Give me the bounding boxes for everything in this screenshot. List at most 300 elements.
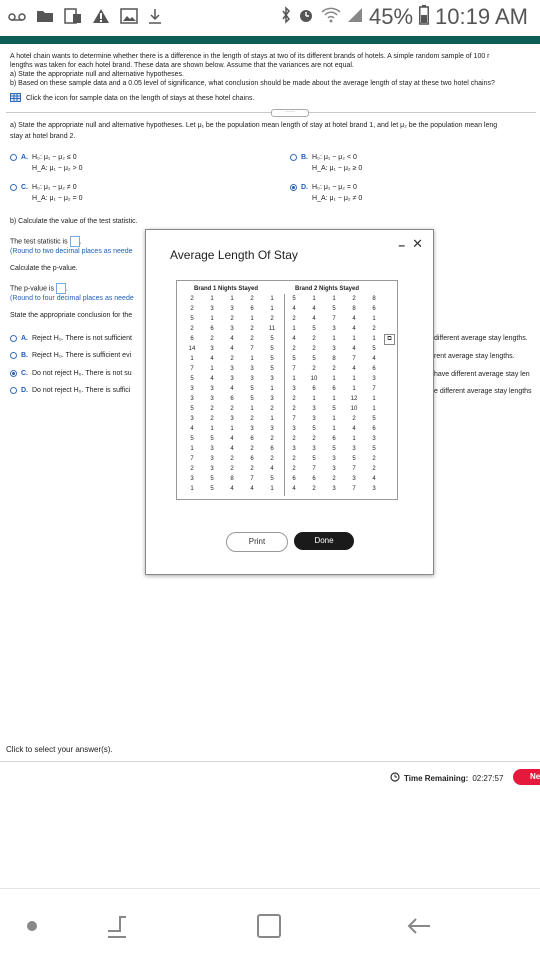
table-cell: 5 bbox=[312, 426, 316, 432]
table-cell: 2 bbox=[312, 436, 316, 442]
table-cell: 3 bbox=[332, 456, 336, 462]
table-cell: 3 bbox=[372, 376, 376, 382]
table-cell: 2 bbox=[210, 406, 214, 412]
table-cell: 2 bbox=[312, 336, 316, 342]
table-cell: 3 bbox=[210, 456, 214, 462]
table-cell: 1 bbox=[312, 396, 316, 402]
table-cell: 2 bbox=[292, 396, 296, 402]
table-cell: 3 bbox=[270, 426, 274, 432]
calculate-p-label: Calculate the p-value. bbox=[10, 265, 78, 272]
table-cell: 4 bbox=[190, 426, 194, 432]
alt-hypothesis: H_A: μ₁ − μ₂ ≠ 0 bbox=[312, 195, 363, 202]
table-row bbox=[182, 334, 282, 344]
radio-button[interactable] bbox=[10, 154, 17, 161]
back-icon[interactable] bbox=[406, 911, 432, 946]
table-row bbox=[284, 364, 384, 374]
table-cell: 2 bbox=[292, 456, 296, 462]
table-cell: 1 bbox=[372, 396, 376, 402]
table-cell: 1 bbox=[332, 396, 336, 402]
table-cell: 4 bbox=[312, 306, 316, 312]
radio-button[interactable] bbox=[10, 387, 17, 394]
test-statistic-hint: (Round to two decimal places as neede bbox=[10, 248, 133, 255]
option-text bbox=[32, 182, 83, 204]
table-cell: 2 bbox=[250, 416, 254, 422]
table-row bbox=[182, 384, 282, 394]
alt-hypothesis: H_A: μ₁ − μ₂ ≥ 0 bbox=[312, 165, 363, 172]
table-cell: 7 bbox=[190, 366, 194, 372]
table-cell: 1 bbox=[332, 416, 336, 422]
conclusion-option-c-tail: have different average stay len bbox=[434, 371, 530, 378]
close-icon[interactable]: ✕ bbox=[412, 236, 423, 251]
table-cell: 4 bbox=[292, 486, 296, 492]
table-cell: 1 bbox=[332, 426, 336, 432]
table-cell: 4 bbox=[230, 486, 234, 492]
minimize-icon[interactable]: – bbox=[398, 238, 405, 252]
table-cell: 5 bbox=[270, 366, 274, 372]
part-b-heading: b) Calculate the value of the test statistic. bbox=[10, 218, 138, 225]
table-cell: 3 bbox=[230, 376, 234, 382]
part-a-line: stay at hotel brand 2. bbox=[10, 133, 76, 140]
table-cell: 3 bbox=[292, 386, 296, 392]
table-row bbox=[182, 324, 282, 334]
signal-icon bbox=[347, 7, 363, 28]
table-cell: 2 bbox=[292, 466, 296, 472]
table-cell: 3 bbox=[210, 386, 214, 392]
table-cell: 3 bbox=[332, 326, 336, 332]
option-text bbox=[312, 152, 362, 174]
table-row bbox=[284, 444, 384, 454]
table-cell: 6 bbox=[372, 366, 376, 372]
clock: 10:19 AM bbox=[435, 4, 528, 29]
table-cell: 7 bbox=[352, 486, 356, 492]
table-row bbox=[182, 314, 282, 324]
table-cell: 6 bbox=[250, 436, 254, 442]
p-value-hint: (Round to four decimal places as neede bbox=[10, 295, 134, 302]
warning-icon bbox=[92, 8, 110, 29]
table-cell: 1 bbox=[292, 376, 296, 382]
table-cell: 8 bbox=[332, 356, 336, 362]
table-cell: 3 bbox=[190, 416, 194, 422]
table-cell: 3 bbox=[270, 376, 274, 382]
table-cell: 3 bbox=[250, 426, 254, 432]
table-cell: 12 bbox=[350, 396, 358, 402]
table-cell: 4 bbox=[352, 346, 356, 352]
table-cell: 5 bbox=[190, 376, 194, 382]
table-cell: 5 bbox=[312, 356, 316, 362]
brand1-header: Brand 1 Nights Stayed bbox=[194, 286, 259, 292]
table-cell: 7 bbox=[352, 466, 356, 472]
hypothesis-option-a[interactable] bbox=[10, 152, 83, 174]
table-cell: 7 bbox=[372, 386, 376, 392]
table-cell: 6 bbox=[372, 306, 376, 312]
table-cell: 7 bbox=[312, 466, 316, 472]
download-icon bbox=[148, 8, 162, 29]
radio-button[interactable] bbox=[10, 335, 17, 342]
null-hypothesis: H₀: μ₁ − μ₂ < 0 bbox=[312, 154, 357, 161]
table-cell: 5 bbox=[372, 346, 376, 352]
table-cell: 2 bbox=[372, 326, 376, 332]
table-cell: 1 bbox=[270, 386, 274, 392]
table-cell: 1 bbox=[230, 296, 234, 302]
table-cell: 4 bbox=[230, 346, 234, 352]
table-cell: 2 bbox=[352, 296, 356, 302]
hypothesis-option-d[interactable] bbox=[290, 182, 362, 204]
table-cell: 7 bbox=[250, 476, 254, 482]
conclusion-option-d[interactable] bbox=[10, 385, 130, 396]
table-cell: 1 bbox=[270, 486, 274, 492]
table-row bbox=[284, 294, 384, 304]
table-cell: 6 bbox=[292, 476, 296, 482]
table-cell: 4 bbox=[352, 326, 356, 332]
part-a-line: a) State the appropriate null and alternative hypotheses. Let μ₁ be the population mean length of stay at hotel brand 1, and let μ₂ be the population mean leng bbox=[10, 122, 498, 129]
table-cell: 2 bbox=[210, 336, 214, 342]
table-row bbox=[284, 374, 384, 384]
brand1-grid bbox=[182, 294, 282, 494]
table-cell: 8 bbox=[352, 306, 356, 312]
table-cell: 1 bbox=[250, 316, 254, 322]
table-cell: 2 bbox=[190, 296, 194, 302]
battery-percent: 45% bbox=[369, 4, 414, 29]
table-cell: 4 bbox=[230, 446, 234, 452]
table-cell: 2 bbox=[230, 466, 234, 472]
test-statistic-label: The test statistic is bbox=[10, 238, 68, 246]
image-icon bbox=[120, 8, 138, 29]
table-cell: 2 bbox=[250, 326, 254, 332]
conclusion-option-b[interactable] bbox=[10, 350, 131, 361]
table-cell: 2 bbox=[210, 416, 214, 422]
hypothesis-option-c[interactable] bbox=[10, 182, 83, 204]
radio-button-selected[interactable] bbox=[290, 184, 297, 191]
home-icon[interactable] bbox=[256, 911, 282, 946]
table-cell: 1 bbox=[190, 356, 194, 362]
table-row bbox=[284, 334, 384, 344]
option-text: Reject H₀. There is sufficient evi bbox=[32, 352, 132, 359]
table-row bbox=[182, 354, 282, 364]
table-cell: 1 bbox=[352, 336, 356, 342]
table-cell: 3 bbox=[190, 386, 194, 392]
table-cell: 1 bbox=[352, 376, 356, 382]
table-cell: 4 bbox=[312, 316, 316, 322]
table-cell: 2 bbox=[372, 466, 376, 472]
table-cell: 3 bbox=[230, 326, 234, 332]
table-cell: 4 bbox=[352, 366, 356, 372]
table-cell: 1 bbox=[332, 296, 336, 302]
table-cell: 6 bbox=[250, 306, 254, 312]
table-cell: 2 bbox=[190, 326, 194, 332]
table-cell: 5 bbox=[270, 336, 274, 342]
alt-hypothesis: H_A: μ₁ − μ₂ = 0 bbox=[32, 195, 83, 202]
table-cell: 4 bbox=[352, 426, 356, 432]
table-cell: 2 bbox=[250, 296, 254, 302]
table-cell: 1 bbox=[312, 296, 316, 302]
table-row bbox=[182, 364, 282, 374]
table-cell: 7 bbox=[250, 346, 254, 352]
table-row bbox=[182, 404, 282, 414]
table-cell: 4 bbox=[352, 316, 356, 322]
table-cell: 1 bbox=[270, 296, 274, 302]
table-cell: 6 bbox=[230, 396, 234, 402]
navigation-bar bbox=[0, 888, 540, 961]
radio-button[interactable] bbox=[10, 352, 17, 359]
table-cell: 10 bbox=[350, 406, 358, 412]
table-cell: 3 bbox=[230, 306, 234, 312]
table-cell: 5 bbox=[270, 346, 274, 352]
option-text bbox=[312, 182, 362, 204]
recent-apps-icon[interactable] bbox=[104, 911, 130, 946]
table-cell: 8 bbox=[372, 296, 376, 302]
conclusion-option-a-tail: different average stay lengths. bbox=[434, 335, 528, 342]
table-row bbox=[284, 394, 384, 404]
radio-button[interactable] bbox=[290, 154, 297, 161]
test-statistic-row: The test statistic is . bbox=[10, 236, 82, 247]
table-cell: 6 bbox=[332, 386, 336, 392]
next-button[interactable]: Ne bbox=[513, 769, 540, 785]
table-row bbox=[182, 454, 282, 464]
table-cell: 3 bbox=[190, 476, 194, 482]
question-line: a) State the appropriate null and alternative hypotheses. bbox=[10, 71, 184, 78]
table-cell: 1 bbox=[250, 356, 254, 362]
table-cell: 3 bbox=[312, 446, 316, 452]
table-cell: 2 bbox=[230, 406, 234, 412]
table-row bbox=[182, 444, 282, 454]
table-cell: 3 bbox=[250, 376, 254, 382]
conclusion-option-d-tail: e different average stay lengths bbox=[434, 388, 532, 395]
table-cell: 1 bbox=[250, 406, 254, 412]
table-cell: 7 bbox=[292, 416, 296, 422]
table-row bbox=[284, 454, 384, 464]
table-cell: 3 bbox=[352, 476, 356, 482]
table-row bbox=[182, 344, 282, 354]
sample-data-dialog bbox=[145, 229, 434, 575]
table-cell: 6 bbox=[210, 326, 214, 332]
table-cell: 1 bbox=[292, 326, 296, 332]
table-cell: 6 bbox=[372, 426, 376, 432]
clock-icon bbox=[390, 772, 400, 784]
table-icon[interactable] bbox=[10, 93, 21, 104]
table-cell: 3 bbox=[270, 396, 274, 402]
app-header-bar bbox=[0, 36, 540, 44]
option-text: Reject H₀. There is not sufficient bbox=[32, 335, 132, 342]
status-bar bbox=[0, 0, 540, 36]
table-row bbox=[182, 434, 282, 444]
option-letter: B. bbox=[21, 352, 28, 359]
print-button[interactable]: Print bbox=[226, 532, 288, 552]
alarm-icon bbox=[297, 6, 315, 29]
table-cell: 2 bbox=[270, 406, 274, 412]
table-cell: 6 bbox=[312, 476, 316, 482]
table-cell: 7 bbox=[352, 356, 356, 362]
table-cell: 5 bbox=[292, 296, 296, 302]
table-row bbox=[284, 484, 384, 494]
table-cell: 5 bbox=[270, 356, 274, 362]
table-cell: 1 bbox=[190, 486, 194, 492]
table-cell: 5 bbox=[210, 436, 214, 442]
table-cell: 2 bbox=[250, 336, 254, 342]
question-line: lengths was taken for each hotel brand. These data are shown below. Assume that the variances are not equal. bbox=[10, 62, 354, 69]
copy-data-icon[interactable]: ⧉ bbox=[384, 334, 395, 345]
table-cell: 4 bbox=[372, 476, 376, 482]
table-cell: 4 bbox=[230, 336, 234, 342]
radio-button[interactable] bbox=[10, 184, 17, 191]
table-cell: 5 bbox=[250, 396, 254, 402]
table-cell: 4 bbox=[270, 466, 274, 472]
conclusion-option-a[interactable] bbox=[10, 333, 132, 344]
data-table bbox=[176, 280, 398, 500]
table-cell: 7 bbox=[332, 316, 336, 322]
question-line: b) Based on these sample data and a 0.05 level of significance, what conclusion should be made about the average length of stay at these two hotel chains? bbox=[10, 80, 495, 87]
time-remaining-value: 02:27:57 bbox=[472, 773, 504, 783]
null-hypothesis: H₀: μ₁ − μ₂ ≤ 0 bbox=[32, 154, 77, 161]
table-cell: 1 bbox=[210, 316, 214, 322]
table-cell: 5 bbox=[270, 476, 274, 482]
table-cell: 3 bbox=[372, 486, 376, 492]
table-cell: 3 bbox=[372, 436, 376, 442]
table-cell: 1 bbox=[372, 316, 376, 322]
table-row bbox=[284, 384, 384, 394]
instruction-text: Click to select your answer(s). bbox=[6, 745, 113, 754]
dialog-title: Average Length Of Stay bbox=[170, 248, 298, 262]
table-row bbox=[182, 304, 282, 314]
p-value-label: The p-value is bbox=[10, 285, 54, 293]
table-cell: 1 bbox=[270, 306, 274, 312]
table-cell: 8 bbox=[230, 476, 234, 482]
table-cell: 1 bbox=[190, 446, 194, 452]
table-cell: 3 bbox=[210, 396, 214, 402]
table-cell: 5 bbox=[372, 446, 376, 452]
option-text bbox=[32, 152, 83, 174]
table-cell: 5 bbox=[332, 406, 336, 412]
table-cell: 2 bbox=[352, 416, 356, 422]
table-cell: 3 bbox=[312, 406, 316, 412]
bluetooth-icon bbox=[281, 6, 291, 29]
table-cell: 5 bbox=[250, 386, 254, 392]
wifi-icon bbox=[321, 7, 341, 28]
table-cell: 3 bbox=[312, 416, 316, 422]
expand-collapse-handle[interactable]: ····· bbox=[271, 109, 309, 117]
option-letter: B. bbox=[301, 154, 308, 161]
notification-icons bbox=[8, 8, 162, 29]
test-statistic-input[interactable] bbox=[70, 236, 80, 247]
table-cell: 5 bbox=[332, 446, 336, 452]
table-cell: 2 bbox=[312, 346, 316, 352]
table-cell: 2 bbox=[312, 486, 316, 492]
table-cell: 6 bbox=[332, 436, 336, 442]
time-remaining-label: Time Remaining: bbox=[404, 773, 469, 783]
system-status bbox=[281, 4, 528, 30]
table-cell: 5 bbox=[352, 456, 356, 462]
table-cell: 2 bbox=[292, 316, 296, 322]
table-cell: 6 bbox=[250, 456, 254, 462]
table-cell: 2 bbox=[190, 306, 194, 312]
null-hypothesis: H₀: μ₁ − μ₂ ≠ 0 bbox=[32, 184, 77, 191]
conclusion-label: State the appropriate conclusion for the bbox=[10, 312, 133, 319]
option-letter: A. bbox=[21, 154, 28, 161]
table-row bbox=[284, 344, 384, 354]
option-letter: A. bbox=[21, 335, 28, 342]
table-cell: 2 bbox=[270, 436, 274, 442]
done-button[interactable]: Done bbox=[294, 532, 354, 550]
phone-tablet-icon bbox=[64, 8, 82, 29]
table-cell: 2 bbox=[270, 316, 274, 322]
table-row bbox=[182, 464, 282, 474]
option-letter: C. bbox=[21, 370, 28, 377]
table-cell: 6 bbox=[270, 446, 274, 452]
table-cell: 3 bbox=[332, 346, 336, 352]
table-cell: 1 bbox=[372, 406, 376, 412]
table-row bbox=[284, 314, 384, 324]
sample-data-link-label[interactable]: Click the icon for sample data on the length of stays at these hotel chains. bbox=[26, 95, 255, 102]
table-row bbox=[182, 294, 282, 304]
p-value-row: The p-value is . bbox=[10, 283, 68, 294]
table-cell: 3 bbox=[210, 466, 214, 472]
question-line: A hotel chain wants to determine whether there is a difference in the length of stays at two of its different brands of hotels. A simple random sample of 100 r bbox=[10, 53, 490, 60]
table-cell: 5 bbox=[312, 326, 316, 332]
table-cell: 4 bbox=[372, 356, 376, 362]
table-cell: 3 bbox=[332, 486, 336, 492]
table-cell: 2 bbox=[292, 406, 296, 412]
table-cell: 11 bbox=[268, 326, 276, 332]
table-cell: 2 bbox=[332, 476, 336, 482]
table-cell: 6 bbox=[190, 336, 194, 342]
table-cell: 4 bbox=[292, 336, 296, 342]
table-cell: 1 bbox=[210, 366, 214, 372]
table-row bbox=[182, 414, 282, 424]
table-cell: 2 bbox=[372, 456, 376, 462]
table-cell: 4 bbox=[292, 306, 296, 312]
table-cell: 1 bbox=[352, 386, 356, 392]
table-row bbox=[182, 484, 282, 494]
table-cell: 10 bbox=[310, 376, 318, 382]
table-row bbox=[284, 304, 384, 314]
table-cell: 3 bbox=[292, 426, 296, 432]
voicemail-icon bbox=[8, 10, 26, 28]
table-row bbox=[284, 354, 384, 364]
null-hypothesis: H₀: μ₁ − μ₂ = 0 bbox=[312, 184, 357, 191]
table-cell: 4 bbox=[210, 356, 214, 362]
table-cell: 5 bbox=[332, 306, 336, 312]
assistant-dot-icon[interactable] bbox=[27, 921, 37, 931]
table-row bbox=[182, 374, 282, 384]
table-cell: 2 bbox=[250, 446, 254, 452]
table-cell: 5 bbox=[190, 436, 194, 442]
p-value-input[interactable] bbox=[56, 283, 66, 294]
table-cell: 2 bbox=[292, 436, 296, 442]
table-cell: 5 bbox=[210, 476, 214, 482]
table-cell: 6 bbox=[312, 386, 316, 392]
table-row bbox=[284, 434, 384, 444]
hypothesis-option-b[interactable] bbox=[290, 152, 362, 174]
table-row bbox=[284, 324, 384, 334]
table-cell: 1 bbox=[210, 426, 214, 432]
conclusion-option-c[interactable] bbox=[10, 368, 132, 379]
table-cell: 2 bbox=[230, 356, 234, 362]
table-cell: 3 bbox=[352, 446, 356, 452]
table-cell: 5 bbox=[292, 356, 296, 362]
part-a-prompt bbox=[10, 120, 540, 142]
table-cell: 7 bbox=[190, 456, 194, 462]
table-cell: 1 bbox=[352, 436, 356, 442]
table-cell: 14 bbox=[188, 346, 196, 352]
sample-data-link[interactable] bbox=[10, 93, 254, 104]
brand2-grid bbox=[284, 294, 384, 494]
table-cell: 5 bbox=[210, 486, 214, 492]
question-text bbox=[10, 52, 540, 88]
option-letter: C. bbox=[21, 184, 28, 191]
alt-hypothesis: H_A: μ₁ − μ₂ > 0 bbox=[32, 165, 83, 172]
table-cell: 4 bbox=[210, 376, 214, 382]
radio-button-selected[interactable] bbox=[10, 370, 17, 377]
table-cell: 3 bbox=[230, 366, 234, 372]
